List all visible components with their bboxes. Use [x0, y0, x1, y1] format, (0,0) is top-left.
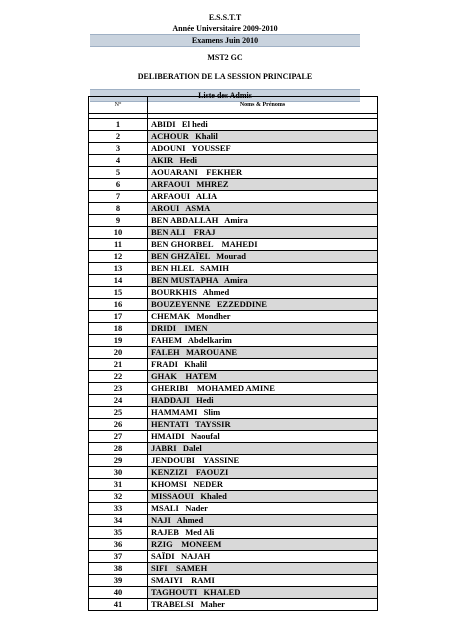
row-number: 9 [89, 215, 148, 226]
student-name: FALEH MAROUANE [148, 347, 377, 358]
student-name: BEN HLEL SAMIH [151, 263, 229, 273]
exam-session: Examens Juin 2010 [90, 34, 360, 47]
row-number: 1 [89, 119, 148, 130]
table-row [89, 323, 377, 335]
row-number: 7 [89, 191, 148, 202]
row-number: 28 [89, 443, 148, 454]
row-number: 17 [89, 311, 148, 322]
table-row [89, 503, 377, 515]
student-name: FRADI Khalil [151, 359, 207, 369]
table-row [89, 419, 377, 431]
table-body [89, 119, 377, 611]
row-number: 41 [89, 599, 148, 610]
row-number: 29 [89, 455, 148, 466]
student-name: NAJI Ahmed [148, 515, 377, 526]
table-row [89, 479, 377, 491]
table-row [89, 251, 377, 263]
table-row [89, 431, 377, 443]
student-name: BEN GHORBEL MAHEDI [151, 239, 258, 249]
row-number: 6 [89, 179, 148, 190]
table-row [89, 131, 377, 143]
column-header-number: N° [89, 97, 148, 113]
table-row [89, 467, 377, 479]
table-row [89, 407, 377, 419]
student-name: KENZIZI FAOUZI [148, 467, 377, 478]
table-row [89, 335, 377, 347]
row-number: 14 [89, 275, 148, 286]
row-number: 16 [89, 299, 148, 310]
student-name: JABRI Dalel [148, 443, 377, 454]
row-number: 18 [89, 323, 148, 334]
row-number: 15 [89, 287, 148, 298]
student-name: HADDAJI Hedi [148, 395, 377, 406]
row-number: 37 [89, 551, 148, 562]
student-name: AKIR Hedi [148, 155, 377, 166]
table-row [89, 191, 377, 203]
table-row [89, 167, 377, 179]
student-name: KHOMSI NEDER [151, 479, 224, 489]
table-row [89, 575, 377, 587]
table-row [89, 395, 377, 407]
student-name: TAGHOUTI KHALED [148, 587, 377, 598]
table-row [89, 155, 377, 167]
table-row [89, 563, 377, 575]
student-name: AOUARANI FEKHER [151, 167, 243, 177]
row-number: 3 [89, 143, 148, 154]
row-number: 19 [89, 335, 148, 346]
admitted-list-table [88, 96, 378, 611]
student-name: BEN MUSTAPHA Amira [148, 275, 377, 286]
student-name: ARFAOUI ALIA [151, 191, 218, 201]
table-row [89, 203, 377, 215]
row-number: 33 [89, 503, 148, 514]
row-number: 34 [89, 515, 148, 526]
row-number: 4 [89, 155, 148, 166]
student-name: TRABELSI Maher [151, 599, 225, 609]
table-row [89, 443, 377, 455]
student-name: RAJEB Med Ali [151, 527, 215, 537]
table-header [89, 97, 377, 114]
row-number: 25 [89, 407, 148, 418]
row-number: 12 [89, 251, 148, 262]
row-number: 36 [89, 539, 148, 550]
student-name: HENTATI TAYSSIR [148, 419, 377, 430]
table-row [89, 311, 377, 323]
student-name: SAÏDI NAJAH [151, 551, 211, 561]
table-row [89, 371, 377, 383]
table-row [89, 551, 377, 563]
row-number: 31 [89, 479, 148, 490]
student-name: ARFAOUI MHREZ [148, 179, 377, 190]
table-row [89, 383, 377, 395]
document-header [90, 12, 360, 102]
student-name: DRIDI IMEN [148, 323, 377, 334]
row-number: 2 [89, 131, 148, 142]
column-header-name: Noms & Prénoms [239, 102, 286, 108]
table-row [89, 455, 377, 467]
table-row [89, 143, 377, 155]
row-number: 38 [89, 563, 148, 574]
row-number: 20 [89, 347, 148, 358]
row-number: 40 [89, 587, 148, 598]
table-row [89, 515, 377, 527]
table-row [89, 119, 377, 131]
row-number: 39 [89, 575, 148, 586]
table-row [89, 347, 377, 359]
table-row [89, 539, 377, 551]
program-name: MST2 GC [207, 53, 243, 62]
student-name: RZIG MONEEM [148, 539, 377, 550]
student-name: GHAK HATEM [148, 371, 377, 382]
school-name: E.S.S.T.T [208, 13, 242, 22]
student-name: MSALI Nader [151, 503, 208, 513]
student-name: HMAIDI Naoufal [151, 431, 220, 441]
student-name: BEN GHZAÏEL Mourad [148, 251, 377, 262]
table-row [89, 215, 377, 227]
student-name: BOURKHIS Ahmed [151, 287, 230, 297]
row-number: 8 [89, 203, 148, 214]
student-name: GHERIBI MOHAMED AMINE [151, 383, 275, 393]
row-number: 24 [89, 395, 148, 406]
student-name: MISSAOUI Khaled [148, 491, 377, 502]
table-row [89, 599, 377, 611]
row-number: 21 [89, 359, 148, 370]
student-name: BOUZEYENNE EZZEDDINE [148, 299, 377, 310]
table-row [89, 527, 377, 539]
row-number: 27 [89, 431, 148, 442]
student-name: SMAIYI RAMI [151, 575, 215, 585]
table-row [89, 491, 377, 503]
table-row [89, 227, 377, 239]
student-name: ABIDI El hedi [151, 119, 208, 129]
student-name: AROUI ASMA [148, 203, 377, 214]
row-number: 5 [89, 167, 148, 178]
table-row [89, 359, 377, 371]
table-row [89, 179, 377, 191]
list-title: Liste des Admis [90, 89, 360, 102]
student-name: ADOUNI YOUSSEF [151, 143, 231, 153]
table-row [89, 239, 377, 251]
table-row [89, 299, 377, 311]
table-row [89, 263, 377, 275]
student-name: ACHOUR Khalil [148, 131, 377, 142]
table-row [89, 275, 377, 287]
row-number: 32 [89, 491, 148, 502]
deliberation-title: DELIBERATION DE LA SESSION PRINCIPALE [137, 72, 313, 81]
row-number: 35 [89, 527, 148, 538]
table-row [89, 587, 377, 599]
row-number: 26 [89, 419, 148, 430]
student-name: CHEMAK Mondher [151, 311, 231, 321]
row-number: 30 [89, 467, 148, 478]
student-name: JENDOUBI YASSINE [151, 455, 240, 465]
table-row [89, 287, 377, 299]
row-number: 10 [89, 227, 148, 238]
student-name: BEN ABDALLAH Amira [151, 215, 248, 225]
academic-year: Année Universitaire 2009-2010 [172, 24, 278, 33]
row-number: 11 [89, 239, 148, 250]
student-name: BEN ALI FRAJ [148, 227, 377, 238]
student-name: HAMMAMI Slim [151, 407, 221, 417]
row-number: 23 [89, 383, 148, 394]
row-number: 22 [89, 371, 148, 382]
student-name: SIFI SAMEH [148, 563, 377, 574]
row-number: 13 [89, 263, 148, 274]
student-name: FAHEM Abdelkarim [151, 335, 232, 345]
